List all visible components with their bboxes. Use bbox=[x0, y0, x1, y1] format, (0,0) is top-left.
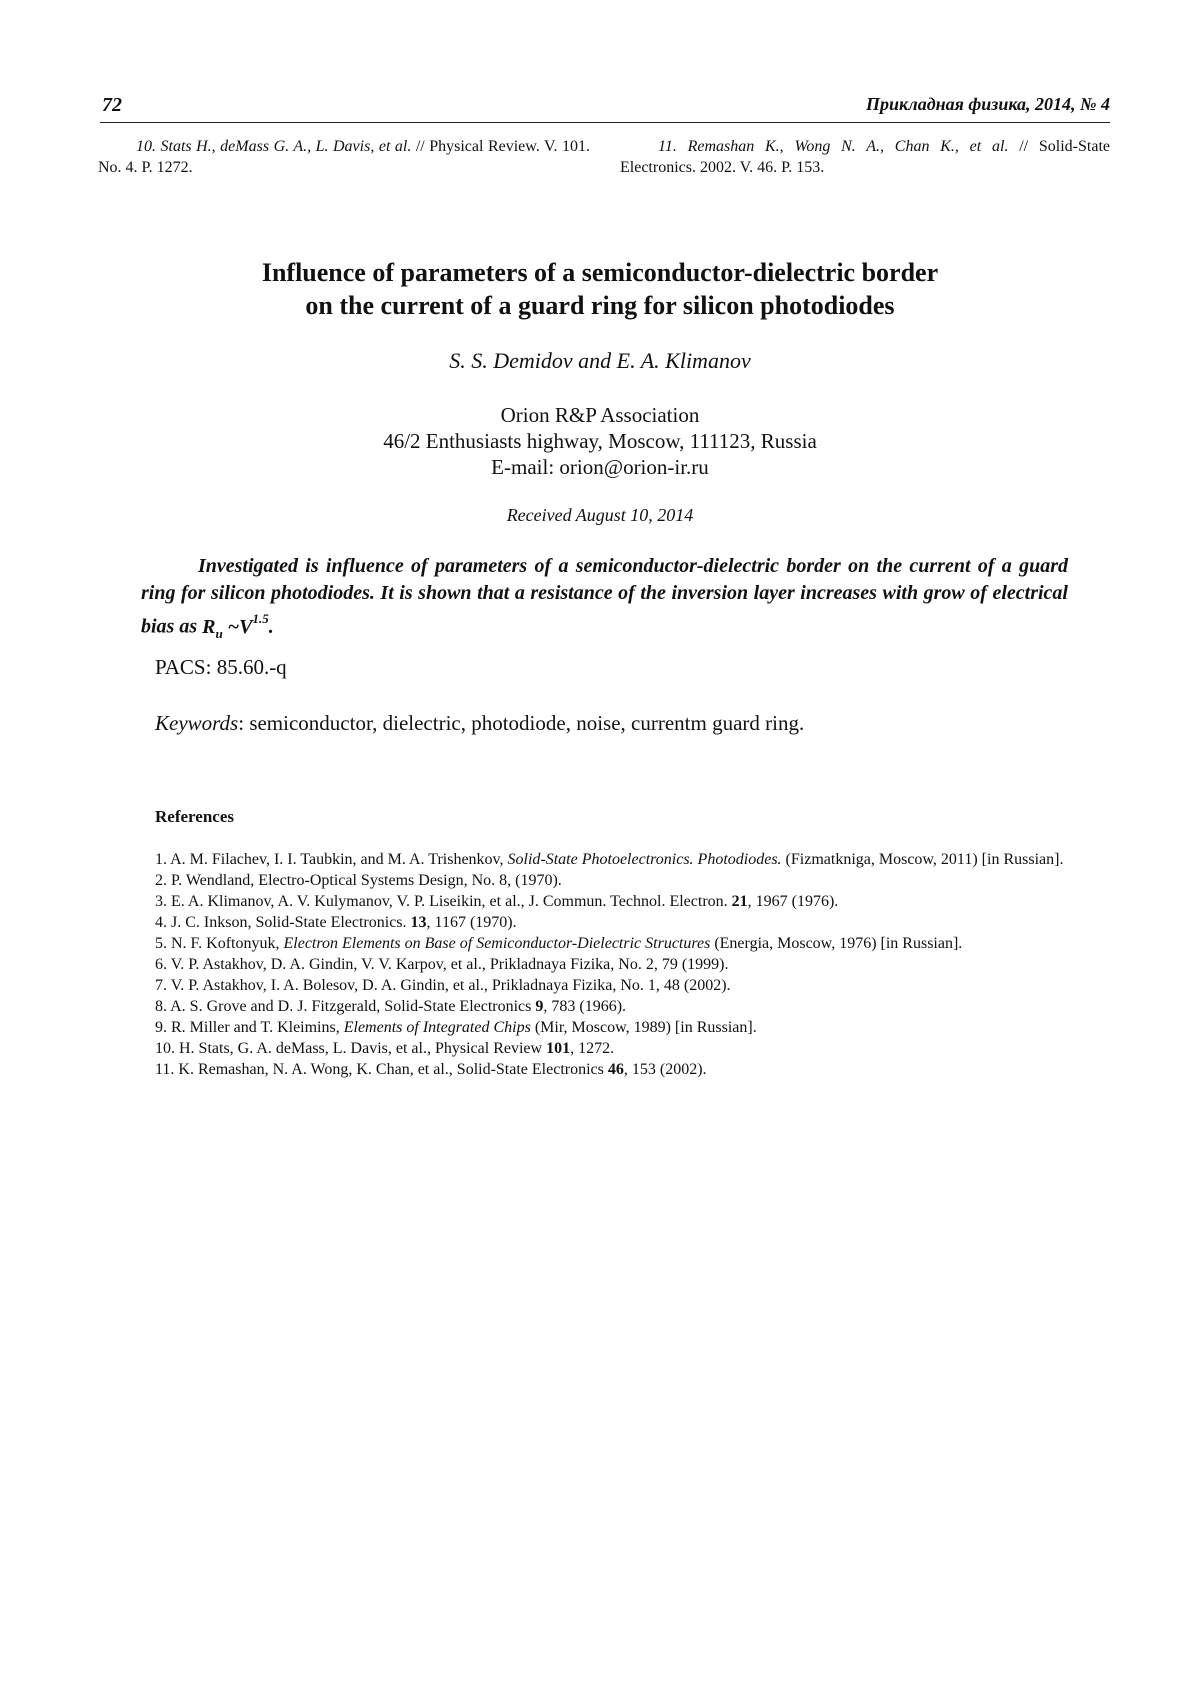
article-title-line-1: Influence of parameters of a semiconductor-dielectric border bbox=[261, 258, 939, 287]
pacs-code: PACS: 85.60.-q bbox=[155, 655, 287, 679]
reference-part: 2. P. Wendland, Electro-Optical Systems Design, No. 8, (1970). bbox=[155, 872, 562, 889]
reference-item bbox=[155, 996, 1110, 1017]
previous-reference-11-authors: 11. Remashan K., Wong N. A., Chan K., et al. bbox=[658, 138, 1009, 155]
reference-item bbox=[155, 975, 1110, 996]
reference-part: (Energia, Moscow, 1976) [in Russian]. bbox=[710, 935, 963, 952]
previous-reference-11-source: // Solid-State Electronics. 2002. V. 46. P. 153. bbox=[620, 138, 1110, 176]
reference-part: Electron Elements on Base of Semiconductor-Dielectric Structures bbox=[283, 935, 711, 952]
reference-part: (Fizmatkniga, Moscow, 2011) [in Russian]. bbox=[781, 851, 1064, 868]
reference-part: 9. R. Miller and T. Kleimins, bbox=[155, 1019, 344, 1036]
reference-item bbox=[155, 1059, 1110, 1080]
reference-part: 21 bbox=[731, 893, 748, 910]
formula-resistance-symbol: R bbox=[202, 615, 216, 638]
author-affiliation bbox=[100, 402, 1100, 480]
previous-reference-10-authors: 10. Stats H., deMass G. A., L. Davis, et al. bbox=[136, 138, 412, 155]
keywords-text: : semiconductor, dielectric, photodiode, noise, currentm guard ring. bbox=[238, 711, 805, 735]
reference-item bbox=[155, 1038, 1110, 1059]
reference-part: 5. N. F. Koftonyuk, bbox=[155, 935, 284, 952]
reference-part: 13 bbox=[410, 914, 427, 931]
journal-reference: Прикладная физика, 2014, № 4 bbox=[865, 94, 1110, 114]
reference-item bbox=[155, 912, 1110, 933]
affiliation-address: 46/2 Enthusiasts highway, Moscow, 111123, Russia bbox=[383, 429, 817, 453]
reference-part: 1. A. M. Filachev, I. I. Taubkin, and M. A. Trishenkov, bbox=[155, 851, 508, 868]
page-number: 72 bbox=[102, 94, 122, 116]
reference-part: , 153 (2002). bbox=[623, 1061, 707, 1078]
reference-item bbox=[155, 849, 1110, 870]
affiliation-organization: Orion R&P Association bbox=[500, 403, 700, 427]
reference-part: Elements of Integrated Chips bbox=[343, 1019, 531, 1036]
received-date: Received August 10, 2014 bbox=[506, 505, 694, 525]
keywords-label: Keywords bbox=[155, 711, 239, 735]
formula-exponent: 1.5 bbox=[252, 611, 269, 626]
reference-part: , 1967 (1976). bbox=[747, 893, 839, 910]
article-title-line-2: on the current of a guard ring for silicon photodiodes bbox=[305, 291, 895, 320]
formula-end: . bbox=[268, 615, 274, 638]
affiliation-email: E-mail: orion@orion-ir.ru bbox=[491, 455, 709, 479]
running-head bbox=[100, 90, 1110, 123]
reference-part: (Mir, Moscow, 1989) [in Russian]. bbox=[530, 1019, 757, 1036]
references-heading: References bbox=[155, 807, 234, 826]
reference-part: 46 bbox=[607, 1061, 624, 1078]
reference-part: 11. K. Remashan, N. A. Wong, K. Chan, et al., Solid-State Electronics bbox=[155, 1061, 608, 1078]
reference-part: , 1167 (1970). bbox=[426, 914, 517, 931]
previous-reference-10-source: // Physical Review. V. 101. No. 4. P. 1272. bbox=[98, 138, 591, 176]
article-title bbox=[100, 256, 1100, 322]
reference-part: 8. A. S. Grove and D. J. Fitzgerald, Solid-State Electronics bbox=[155, 998, 536, 1015]
reference-item bbox=[155, 933, 1110, 954]
abstract bbox=[141, 553, 1068, 647]
abstract-text: Investigated is influence of parameters of a semiconductor-dielectric border on the current of a guard ring for silicon photodiodes. It is shown that a resistance of the inversion layer increases with grow of electrical bias as bbox=[141, 555, 1068, 638]
reference-part: 6. V. P. Astakhov, D. A. Gindin, V. V. Karpov, et al., Prikladnaya Fizika, No. 2, 79 (1999). bbox=[155, 956, 729, 973]
formula-subscript: u bbox=[215, 625, 223, 641]
reference-part: 9 bbox=[535, 998, 544, 1015]
formula-relation: ~V bbox=[222, 615, 253, 638]
previous-reference-10 bbox=[98, 136, 590, 178]
reference-part: Solid-State Photoelectronics. Photodiodes. bbox=[507, 851, 782, 868]
reference-part: , 1272. bbox=[570, 1040, 615, 1057]
references-list bbox=[155, 849, 1110, 1080]
reference-item bbox=[155, 891, 1110, 912]
article-authors: S. S. Demidov and E. A. Klimanov bbox=[449, 348, 751, 373]
reference-part: 3. E. A. Klimanov, A. V. Kulymanov, V. P. Liseikin, et al., J. Commun. Technol. Electron. bbox=[155, 893, 732, 910]
reference-item bbox=[155, 1017, 1110, 1038]
reference-item bbox=[155, 954, 1110, 975]
reference-part: 10. H. Stats, G. A. deMass, L. Davis, et al., Physical Review bbox=[155, 1040, 547, 1057]
keywords bbox=[155, 711, 804, 736]
abstract-formula bbox=[202, 611, 274, 641]
reference-part: , 783 (1966). bbox=[543, 998, 627, 1015]
reference-item bbox=[155, 870, 1110, 891]
reference-part: 101 bbox=[546, 1040, 571, 1057]
reference-part: 4. J. C. Inkson, Solid-State Electronics. bbox=[155, 914, 411, 931]
previous-reference-11 bbox=[620, 136, 1110, 178]
reference-part: 7. V. P. Astakhov, I. A. Bolesov, D. A. Gindin, et al., Prikladnaya Fizika, No. 1, 48 (2002). bbox=[155, 977, 731, 994]
